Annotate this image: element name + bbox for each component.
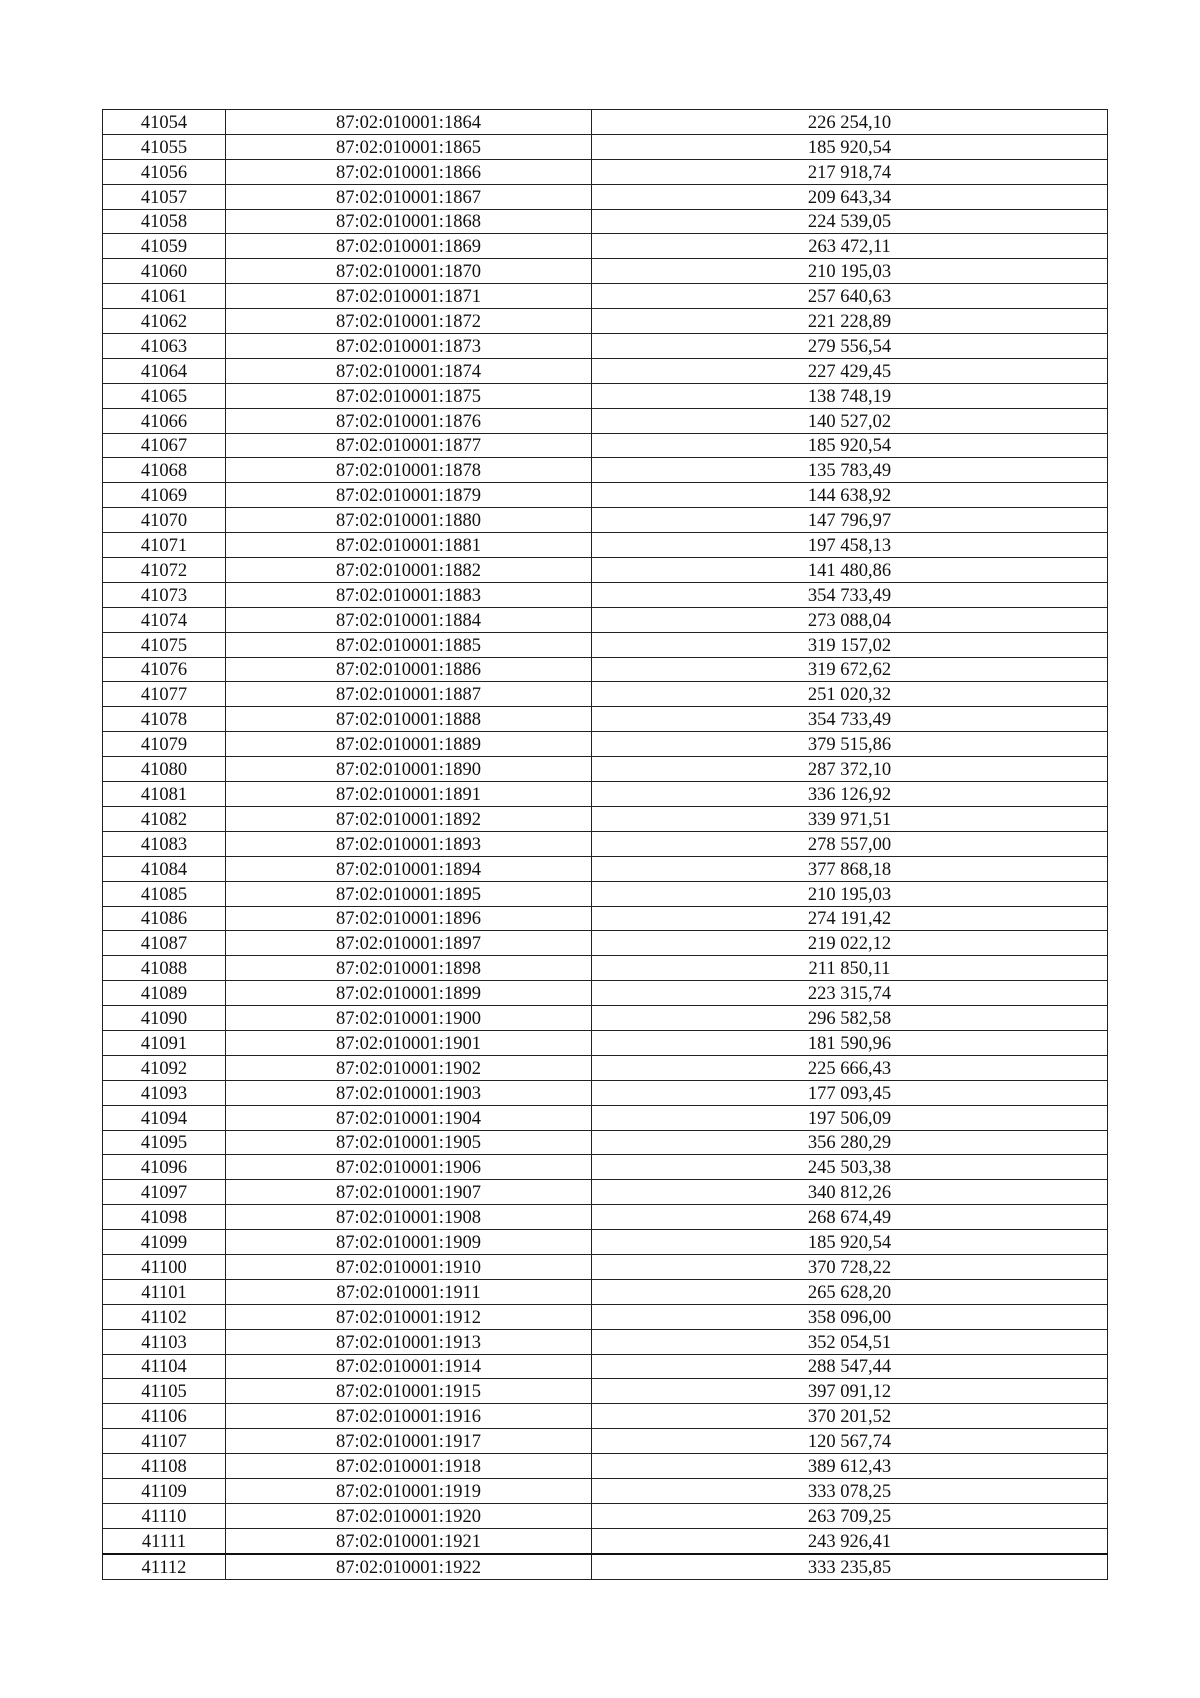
table-row: [103, 1429, 1108, 1454]
table-row: [103, 234, 1108, 259]
cadastral-value-cell: 226 254,10: [592, 110, 1108, 135]
cadastral-value-cell: 370 728,22: [592, 1254, 1108, 1279]
row-number-cell: 41067: [103, 433, 226, 458]
row-number-cell: 41072: [103, 558, 226, 583]
table-row: [103, 1503, 1108, 1528]
cadastral-number-cell: 87:02:010001:1878: [226, 458, 592, 483]
cadastral-value-cell: 265 628,20: [592, 1279, 1108, 1304]
row-number-cell: 41078: [103, 707, 226, 732]
cadastral-value-cell: 217 918,74: [592, 159, 1108, 184]
row-number-cell: 41098: [103, 1205, 226, 1230]
table-row: [103, 1379, 1108, 1404]
cadastral-value-cell: 211 850,11: [592, 956, 1108, 981]
cadastral-number-cell: 87:02:010001:1914: [226, 1354, 592, 1379]
cadastral-number-cell: 87:02:010001:1887: [226, 682, 592, 707]
cadastral-number-cell: 87:02:010001:1904: [226, 1105, 592, 1130]
row-number-cell: 41104: [103, 1354, 226, 1379]
row-number-cell: 41106: [103, 1404, 226, 1429]
table-row: [103, 881, 1108, 906]
cadastral-value-cell: 377 868,18: [592, 856, 1108, 881]
row-number-cell: 41065: [103, 383, 226, 408]
table-row: [103, 1006, 1108, 1031]
cadastral-number-cell: 87:02:010001:1888: [226, 707, 592, 732]
cadastral-number-cell: 87:02:010001:1870: [226, 259, 592, 284]
cadastral-value-cell: 263 472,11: [592, 234, 1108, 259]
cadastral-value-cell: 185 920,54: [592, 1230, 1108, 1255]
table-row: [103, 458, 1108, 483]
row-number-cell: 41073: [103, 582, 226, 607]
cadastral-number-cell: 87:02:010001:1922: [226, 1554, 592, 1579]
row-number-cell: 41111: [103, 1528, 226, 1553]
table-row: [103, 981, 1108, 1006]
cadastral-value-cell: 339 971,51: [592, 806, 1108, 831]
cadastral-value-cell: 319 672,62: [592, 657, 1108, 682]
table-row: [103, 383, 1108, 408]
table-row: [103, 433, 1108, 458]
cadastral-number-cell: 87:02:010001:1899: [226, 981, 592, 1006]
cadastral-value-cell: 141 480,86: [592, 558, 1108, 583]
cadastral-value-cell: 210 195,03: [592, 881, 1108, 906]
cadastral-number-cell: 87:02:010001:1912: [226, 1304, 592, 1329]
cadastral-number-cell: 87:02:010001:1906: [226, 1155, 592, 1180]
cadastral-number-cell: 87:02:010001:1919: [226, 1478, 592, 1503]
cadastral-value-cell: 319 157,02: [592, 632, 1108, 657]
table-row: [103, 682, 1108, 707]
cadastral-number-cell: 87:02:010001:1868: [226, 209, 592, 234]
table-row: [103, 906, 1108, 931]
cadastral-number-cell: 87:02:010001:1896: [226, 906, 592, 931]
row-number-cell: 41090: [103, 1006, 226, 1031]
cadastral-number-cell: 87:02:010001:1911: [226, 1279, 592, 1304]
row-number-cell: 41108: [103, 1454, 226, 1479]
row-number-cell: 41094: [103, 1105, 226, 1130]
row-number-cell: 41087: [103, 931, 226, 956]
row-number-cell: 41101: [103, 1279, 226, 1304]
cadastral-value-cell: 278 557,00: [592, 831, 1108, 856]
row-number-cell: 41063: [103, 334, 226, 359]
cadastral-number-cell: 87:02:010001:1895: [226, 881, 592, 906]
cadastral-value-cell: 274 191,42: [592, 906, 1108, 931]
cadastral-value-cell: 221 228,89: [592, 309, 1108, 334]
cadastral-number-cell: 87:02:010001:1876: [226, 408, 592, 433]
table-body: [103, 110, 1108, 1580]
cadastral-number-cell: 87:02:010001:1864: [226, 110, 592, 135]
cadastral-number-cell: 87:02:010001:1879: [226, 483, 592, 508]
table-row: [103, 831, 1108, 856]
cadastral-value-cell: 340 812,26: [592, 1180, 1108, 1205]
cadastral-number-cell: 87:02:010001:1866: [226, 159, 592, 184]
cadastral-value-cell: 197 506,09: [592, 1105, 1108, 1130]
row-number-cell: 41110: [103, 1503, 226, 1528]
row-number-cell: 41059: [103, 234, 226, 259]
row-number-cell: 41109: [103, 1478, 226, 1503]
cadastral-value-cell: 370 201,52: [592, 1404, 1108, 1429]
cadastral-value-cell: 138 748,19: [592, 383, 1108, 408]
table-row: [103, 1404, 1108, 1429]
row-number-cell: 41062: [103, 309, 226, 334]
row-number-cell: 41086: [103, 906, 226, 931]
cadastral-number-cell: 87:02:010001:1889: [226, 732, 592, 757]
row-number-cell: 41093: [103, 1080, 226, 1105]
cadastral-value-cell: 177 093,45: [592, 1080, 1108, 1105]
row-number-cell: 41091: [103, 1030, 226, 1055]
row-number-cell: 41056: [103, 159, 226, 184]
row-number-cell: 41103: [103, 1329, 226, 1354]
row-number-cell: 41054: [103, 110, 226, 135]
cadastral-value-cell: 223 315,74: [592, 981, 1108, 1006]
cadastral-value-cell: 288 547,44: [592, 1354, 1108, 1379]
row-number-cell: 41068: [103, 458, 226, 483]
cadastral-value-cell: 273 088,04: [592, 607, 1108, 632]
table-row: [103, 259, 1108, 284]
cadastral-value-cell: 120 567,74: [592, 1429, 1108, 1454]
table-row: [103, 856, 1108, 881]
cadastral-number-cell: 87:02:010001:1898: [226, 956, 592, 981]
cadastral-value-cell: 210 195,03: [592, 259, 1108, 284]
table-row: [103, 1279, 1108, 1304]
cadastral-number-cell: 87:02:010001:1913: [226, 1329, 592, 1354]
cadastral-value-cell: 263 709,25: [592, 1503, 1108, 1528]
table-row: [103, 757, 1108, 782]
table-row: [103, 1205, 1108, 1230]
cadastral-value-cell: 135 783,49: [592, 458, 1108, 483]
cadastral-value-table: [102, 109, 1108, 1580]
cadastral-number-cell: 87:02:010001:1892: [226, 806, 592, 831]
row-number-cell: 41100: [103, 1254, 226, 1279]
row-number-cell: 41112: [103, 1554, 226, 1579]
row-number-cell: 41055: [103, 134, 226, 159]
cadastral-value-cell: 185 920,54: [592, 134, 1108, 159]
cadastral-value-cell: 251 020,32: [592, 682, 1108, 707]
table-row: [103, 1454, 1108, 1479]
row-number-cell: 41084: [103, 856, 226, 881]
table-row: [103, 657, 1108, 682]
cadastral-value-cell: 279 556,54: [592, 334, 1108, 359]
cadastral-number-cell: 87:02:010001:1909: [226, 1230, 592, 1255]
table-row: [103, 533, 1108, 558]
row-number-cell: 41074: [103, 607, 226, 632]
row-number-cell: 41082: [103, 806, 226, 831]
row-number-cell: 41058: [103, 209, 226, 234]
row-number-cell: 41107: [103, 1429, 226, 1454]
cadastral-number-cell: 87:02:010001:1884: [226, 607, 592, 632]
row-number-cell: 41089: [103, 981, 226, 1006]
cadastral-value-cell: 181 590,96: [592, 1030, 1108, 1055]
table-row: [103, 209, 1108, 234]
cadastral-value-cell: 197 458,13: [592, 533, 1108, 558]
table-row: [103, 508, 1108, 533]
table-row: [103, 1478, 1108, 1503]
table-row: [103, 408, 1108, 433]
table-row: [103, 1180, 1108, 1205]
row-number-cell: 41096: [103, 1155, 226, 1180]
cadastral-value-cell: 296 582,58: [592, 1006, 1108, 1031]
row-number-cell: 41069: [103, 483, 226, 508]
cadastral-number-cell: 87:02:010001:1886: [226, 657, 592, 682]
cadastral-number-cell: 87:02:010001:1897: [226, 931, 592, 956]
cadastral-number-cell: 87:02:010001:1900: [226, 1006, 592, 1031]
row-number-cell: 41097: [103, 1180, 226, 1205]
cadastral-value-cell: 352 054,51: [592, 1329, 1108, 1354]
table-row: [103, 732, 1108, 757]
row-number-cell: 41060: [103, 259, 226, 284]
cadastral-value-cell: 225 666,43: [592, 1055, 1108, 1080]
cadastral-number-cell: 87:02:010001:1873: [226, 334, 592, 359]
row-number-cell: 41080: [103, 757, 226, 782]
table-row: [103, 134, 1108, 159]
row-number-cell: 41081: [103, 782, 226, 807]
table-row: [103, 707, 1108, 732]
cadastral-number-cell: 87:02:010001:1907: [226, 1180, 592, 1205]
row-number-cell: 41061: [103, 284, 226, 309]
cadastral-number-cell: 87:02:010001:1867: [226, 184, 592, 209]
table-row: [103, 956, 1108, 981]
cadastral-value-cell: 358 096,00: [592, 1304, 1108, 1329]
cadastral-value-cell: 209 643,34: [592, 184, 1108, 209]
table-row: [103, 806, 1108, 831]
row-number-cell: 41057: [103, 184, 226, 209]
cadastral-value-cell: 147 796,97: [592, 508, 1108, 533]
cadastral-number-cell: 87:02:010001:1902: [226, 1055, 592, 1080]
cadastral-number-cell: 87:02:010001:1915: [226, 1379, 592, 1404]
cadastral-number-cell: 87:02:010001:1916: [226, 1404, 592, 1429]
table-row: [103, 284, 1108, 309]
table-row: [103, 184, 1108, 209]
row-number-cell: 41071: [103, 533, 226, 558]
row-number-cell: 41092: [103, 1055, 226, 1080]
row-number-cell: 41070: [103, 508, 226, 533]
row-number-cell: 41105: [103, 1379, 226, 1404]
cadastral-value-cell: 227 429,45: [592, 358, 1108, 383]
cadastral-number-cell: 87:02:010001:1905: [226, 1130, 592, 1155]
cadastral-number-cell: 87:02:010001:1875: [226, 383, 592, 408]
cadastral-number-cell: 87:02:010001:1865: [226, 134, 592, 159]
row-number-cell: 41083: [103, 831, 226, 856]
table-row: [103, 1105, 1108, 1130]
cadastral-number-cell: 87:02:010001:1894: [226, 856, 592, 881]
row-number-cell: 41095: [103, 1130, 226, 1155]
row-number-cell: 41079: [103, 732, 226, 757]
table-row: [103, 1030, 1108, 1055]
cadastral-number-cell: 87:02:010001:1869: [226, 234, 592, 259]
cadastral-value-cell: 243 926,41: [592, 1528, 1108, 1553]
row-number-cell: 41077: [103, 682, 226, 707]
table-row: [103, 483, 1108, 508]
cadastral-value-cell: 219 022,12: [592, 931, 1108, 956]
cadastral-value-cell: 354 733,49: [592, 707, 1108, 732]
row-number-cell: 41076: [103, 657, 226, 682]
cadastral-number-cell: 87:02:010001:1885: [226, 632, 592, 657]
table-row: [103, 1155, 1108, 1180]
cadastral-value-cell: 356 280,29: [592, 1130, 1108, 1155]
cadastral-value-cell: 336 126,92: [592, 782, 1108, 807]
cadastral-number-cell: 87:02:010001:1910: [226, 1254, 592, 1279]
cadastral-value-cell: 268 674,49: [592, 1205, 1108, 1230]
row-number-cell: 41066: [103, 408, 226, 433]
cadastral-value-cell: 245 503,38: [592, 1155, 1108, 1180]
cadastral-number-cell: 87:02:010001:1903: [226, 1080, 592, 1105]
cadastral-value-cell: 333 078,25: [592, 1478, 1108, 1503]
cadastral-value-cell: 185 920,54: [592, 433, 1108, 458]
cadastral-value-cell: 354 733,49: [592, 582, 1108, 607]
table-row: [103, 1130, 1108, 1155]
cadastral-number-cell: 87:02:010001:1871: [226, 284, 592, 309]
table-row: [103, 159, 1108, 184]
table-row: [103, 607, 1108, 632]
table-row: [103, 1354, 1108, 1379]
cadastral-number-cell: 87:02:010001:1883: [226, 582, 592, 607]
cadastral-number-cell: 87:02:010001:1890: [226, 757, 592, 782]
table-row: [103, 334, 1108, 359]
table-row: [103, 782, 1108, 807]
row-number-cell: 41099: [103, 1230, 226, 1255]
cadastral-number-cell: 87:02:010001:1917: [226, 1429, 592, 1454]
cadastral-value-cell: 140 527,02: [592, 408, 1108, 433]
table-row: [103, 632, 1108, 657]
row-number-cell: 41102: [103, 1304, 226, 1329]
cadastral-value-cell: 379 515,86: [592, 732, 1108, 757]
table-row: [103, 1254, 1108, 1279]
cadastral-value-cell: 144 638,92: [592, 483, 1108, 508]
cadastral-number-cell: 87:02:010001:1882: [226, 558, 592, 583]
cadastral-value-cell: 257 640,63: [592, 284, 1108, 309]
cadastral-number-cell: 87:02:010001:1874: [226, 358, 592, 383]
table-row: [103, 1230, 1108, 1255]
table-row: [103, 1080, 1108, 1105]
table-row: [103, 1554, 1108, 1579]
table-row: [103, 582, 1108, 607]
cadastral-number-cell: 87:02:010001:1877: [226, 433, 592, 458]
table-row: [103, 358, 1108, 383]
table-row: [103, 1055, 1108, 1080]
cadastral-value-cell: 397 091,12: [592, 1379, 1108, 1404]
cadastral-number-cell: 87:02:010001:1920: [226, 1503, 592, 1528]
cadastral-number-cell: 87:02:010001:1921: [226, 1528, 592, 1553]
row-number-cell: 41088: [103, 956, 226, 981]
cadastral-value-cell: 333 235,85: [592, 1554, 1108, 1579]
cadastral-value-cell: 389 612,43: [592, 1454, 1108, 1479]
table-row: [103, 1304, 1108, 1329]
cadastral-number-cell: 87:02:010001:1908: [226, 1205, 592, 1230]
row-number-cell: 41075: [103, 632, 226, 657]
cadastral-value-cell: 224 539,05: [592, 209, 1108, 234]
cadastral-number-cell: 87:02:010001:1891: [226, 782, 592, 807]
table-row: [103, 309, 1108, 334]
cadastral-number-cell: 87:02:010001:1872: [226, 309, 592, 334]
table-row: [103, 1329, 1108, 1354]
cadastral-value-cell: 287 372,10: [592, 757, 1108, 782]
row-number-cell: 41064: [103, 358, 226, 383]
cadastral-number-cell: 87:02:010001:1881: [226, 533, 592, 558]
cadastral-number-cell: 87:02:010001:1901: [226, 1030, 592, 1055]
table-row: [103, 931, 1108, 956]
table-row: [103, 110, 1108, 135]
row-number-cell: 41085: [103, 881, 226, 906]
cadastral-number-cell: 87:02:010001:1880: [226, 508, 592, 533]
cadastral-number-cell: 87:02:010001:1918: [226, 1454, 592, 1479]
table-row: [103, 558, 1108, 583]
table-row: [103, 1528, 1108, 1553]
cadastral-number-cell: 87:02:010001:1893: [226, 831, 592, 856]
